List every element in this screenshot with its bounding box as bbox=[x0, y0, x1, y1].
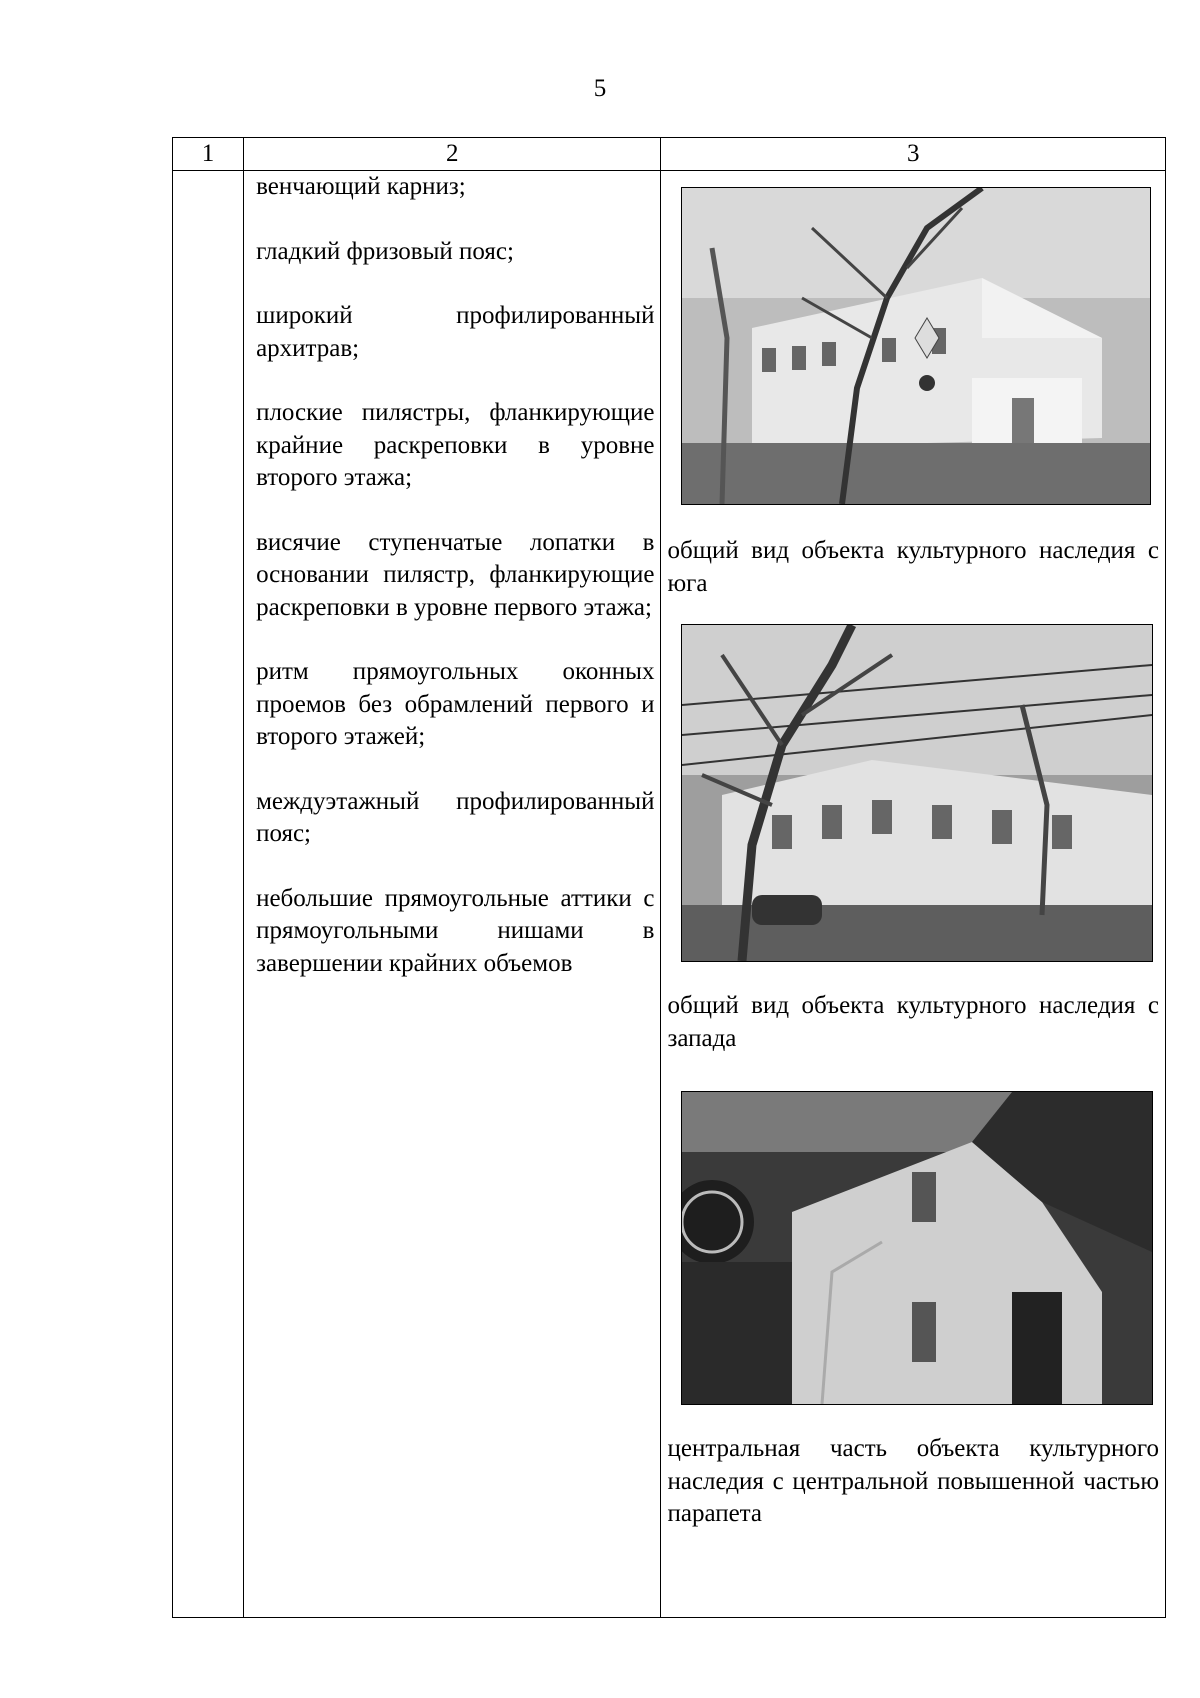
feature-item: висячие ступенчатые лопатки в основании пилястр, фланкирующие раскреповки в уровне первого этажа; bbox=[256, 528, 655, 621]
photo-block-south bbox=[667, 171, 1159, 600]
column-header-2: 2 bbox=[244, 138, 661, 171]
table-row bbox=[173, 171, 1166, 1618]
page-number: 5 bbox=[593, 75, 607, 102]
building-photo-south-icon bbox=[681, 187, 1151, 505]
photos-cell bbox=[661, 171, 1166, 1618]
heritage-features-table bbox=[172, 137, 1166, 1618]
column-header-3: 3 bbox=[661, 138, 1166, 171]
feature-item: широкий профилированный архитрав; bbox=[256, 302, 655, 362]
photo-caption: общий вид объекта культурного наследия с запада bbox=[667, 992, 1159, 1052]
building-photo-west-icon bbox=[681, 624, 1153, 962]
photo-caption: общий вид объекта культурного наследия с юга bbox=[667, 537, 1159, 597]
feature-item: междуэтажный профилированный пояс; bbox=[256, 787, 655, 847]
table-header-row bbox=[173, 138, 1166, 171]
feature-item: ритм прямоугольных оконных проемов без обрамлений первого и второго этажей; bbox=[256, 658, 655, 750]
feature-list bbox=[256, 171, 654, 980]
photo-block-west bbox=[667, 600, 1159, 1055]
feature-item: гладкий фризовый пояс; bbox=[256, 237, 514, 265]
feature-item: небольшие прямоугольные аттики с прямоугольными нишами в завершении крайних объемов bbox=[256, 884, 655, 977]
photo-block-center bbox=[667, 1055, 1159, 1531]
building-photo-center-icon bbox=[681, 1091, 1153, 1405]
features-cell bbox=[244, 171, 661, 1618]
feature-item: венчающий карниз; bbox=[256, 173, 466, 200]
feature-item: плоские пилястры, фланкирующие крайние раскреповки в уровне второго этажа; bbox=[256, 399, 655, 491]
number-cell bbox=[173, 171, 244, 1618]
column-header-1: 1 bbox=[173, 138, 244, 171]
photo-caption: центральная часть объекта культурного наследия с центральной повышенной частью парапета bbox=[667, 1435, 1159, 1527]
